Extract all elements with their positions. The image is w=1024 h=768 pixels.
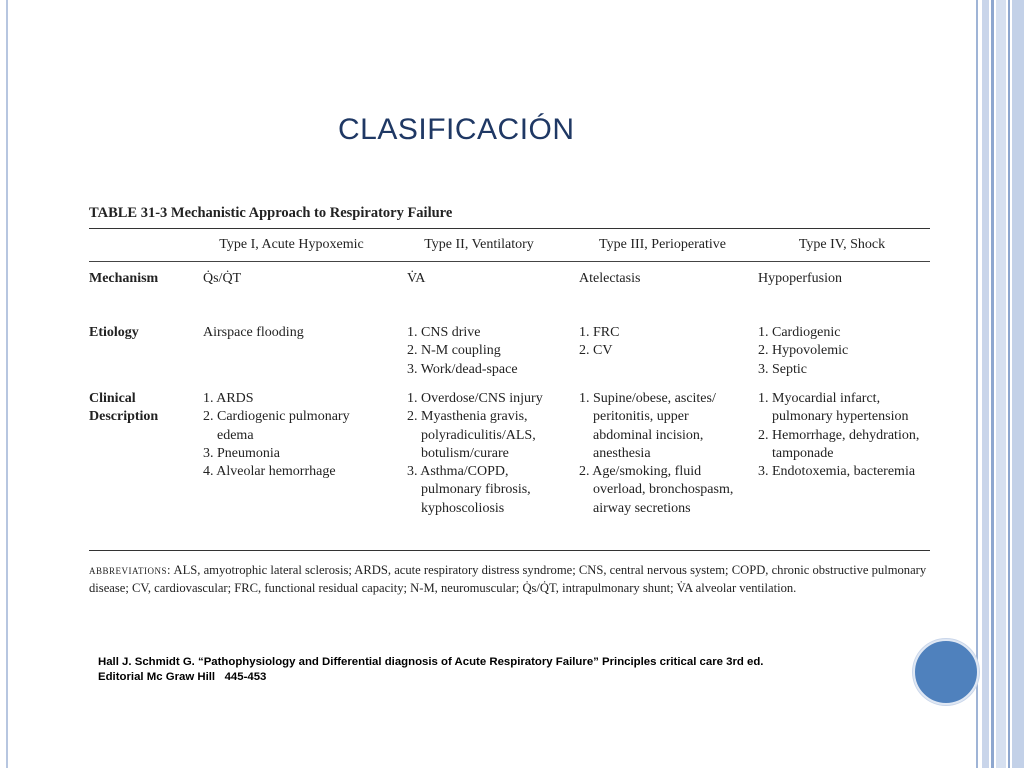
right-decorative-stripes (976, 0, 1024, 768)
list-item: 4. Alveolar hemorrhage (203, 464, 336, 480)
column-header: Type IV, Shock (798, 237, 886, 252)
list-item: 3. Septic (758, 361, 807, 377)
table-row-etiology (89, 316, 930, 388)
table-cell (579, 390, 739, 518)
left-border-line (6, 0, 8, 768)
table-cell (407, 390, 557, 518)
list-item: 2. CV (579, 343, 613, 359)
stripe (991, 0, 994, 768)
column-header: Type I, Acute Hypoxemic (219, 237, 364, 252)
row-label-text: Clinical Description (89, 391, 159, 425)
table-row-mechanism (89, 262, 930, 316)
table-cell: Q̇s/Q̇T (203, 271, 242, 286)
column-header: Type II, Ventilatory (424, 237, 534, 252)
table-cell (407, 324, 572, 379)
column-header: Type III, Perioperative (599, 237, 726, 252)
table-caption: TABLE 31-3 Mechanistic Approach to Respiratory Failure (89, 205, 453, 221)
table-cell (203, 390, 373, 481)
table-cell: V̇A (407, 271, 426, 286)
stripe (996, 0, 1006, 768)
row-label: Mechanism (89, 271, 159, 286)
stripe (1012, 0, 1024, 768)
stripe (976, 0, 978, 768)
stripe (982, 0, 989, 768)
list-item: 2. N-M coupling (407, 343, 501, 359)
list-item: 1. FRC (579, 325, 620, 340)
table-cell: Hypoperfusion (758, 271, 842, 286)
footnote-text: ALS, amyotrophic lateral sclerosis; ARDS, acute respiratory distress syndrome; CNS, central nervous system; COPD, chronic obstructive pulmonary disease; CV, cardiovascular; FRC, functional residual capacity; N-M, neuromuscular; Q̇s/Q̇T, intrapulmonary shunt; V̇A alveolar ventilation. (89, 563, 927, 595)
list-item: 3. Pneumonia (203, 445, 280, 461)
list-item: 1. Supine/obese, ascites/ peritonitis, upper abdominal incision, anesthesia (579, 391, 716, 461)
table-cell (203, 324, 383, 342)
list-item: 2. Hypovolemic (758, 343, 849, 359)
list-item: 2. Myasthenia gravis, polyradiculitis/ALS, botulism/curare (407, 409, 536, 461)
list-item: 1. CNS drive (407, 325, 481, 340)
table-cell (758, 390, 930, 481)
citation-line: Hall J. Schmidt G. “Pathophysiology and Differential diagnosis of Acute Respiratory Failure” Principles critical care 3rd ed. (98, 656, 764, 668)
list-item: 2. Hemorrhage, dehydration, tamponade (758, 427, 920, 461)
footnote-label: abbreviations: (89, 563, 172, 577)
list-item: 2. Age/smoking, fluid overload, bronchospasm, airway secretions (579, 464, 734, 516)
row-label (89, 390, 199, 427)
table-cell: Atelectasis (579, 271, 641, 286)
list-item: 3. Work/dead-space (407, 361, 518, 377)
table-cell (579, 324, 749, 361)
list-item: 1. Myocardial infarct, pulmonary hypertension (758, 391, 909, 425)
decorative-circle-icon (913, 639, 979, 705)
citation (98, 655, 763, 685)
table-footnote (89, 561, 930, 597)
list-item: 1. Overdose/CNS injury (407, 391, 543, 406)
table-cell (758, 324, 928, 379)
list-item: Airspace flooding (203, 325, 304, 340)
table-row-clinical-description (89, 388, 930, 550)
table-header-row (89, 229, 930, 261)
list-item: 1. Cardiogenic (758, 325, 841, 340)
citation-line: Editorial Mc Graw Hill 445-453 (98, 671, 267, 683)
list-item: 1. ARDS (203, 391, 254, 406)
table-figure (89, 205, 930, 597)
list-item: 3. Endotoxemia, bacteremia (758, 464, 916, 480)
row-label: Etiology (89, 325, 139, 340)
slide-title: CLASIFICACIÓN (338, 113, 575, 146)
table-bottom-rule (89, 550, 930, 551)
list-item: 2. Cardiogenic pulmonary edema (203, 409, 350, 443)
stripe (1008, 0, 1010, 768)
list-item: 3. Asthma/COPD, pulmonary fibrosis, kyphoscoliosis (407, 464, 531, 516)
